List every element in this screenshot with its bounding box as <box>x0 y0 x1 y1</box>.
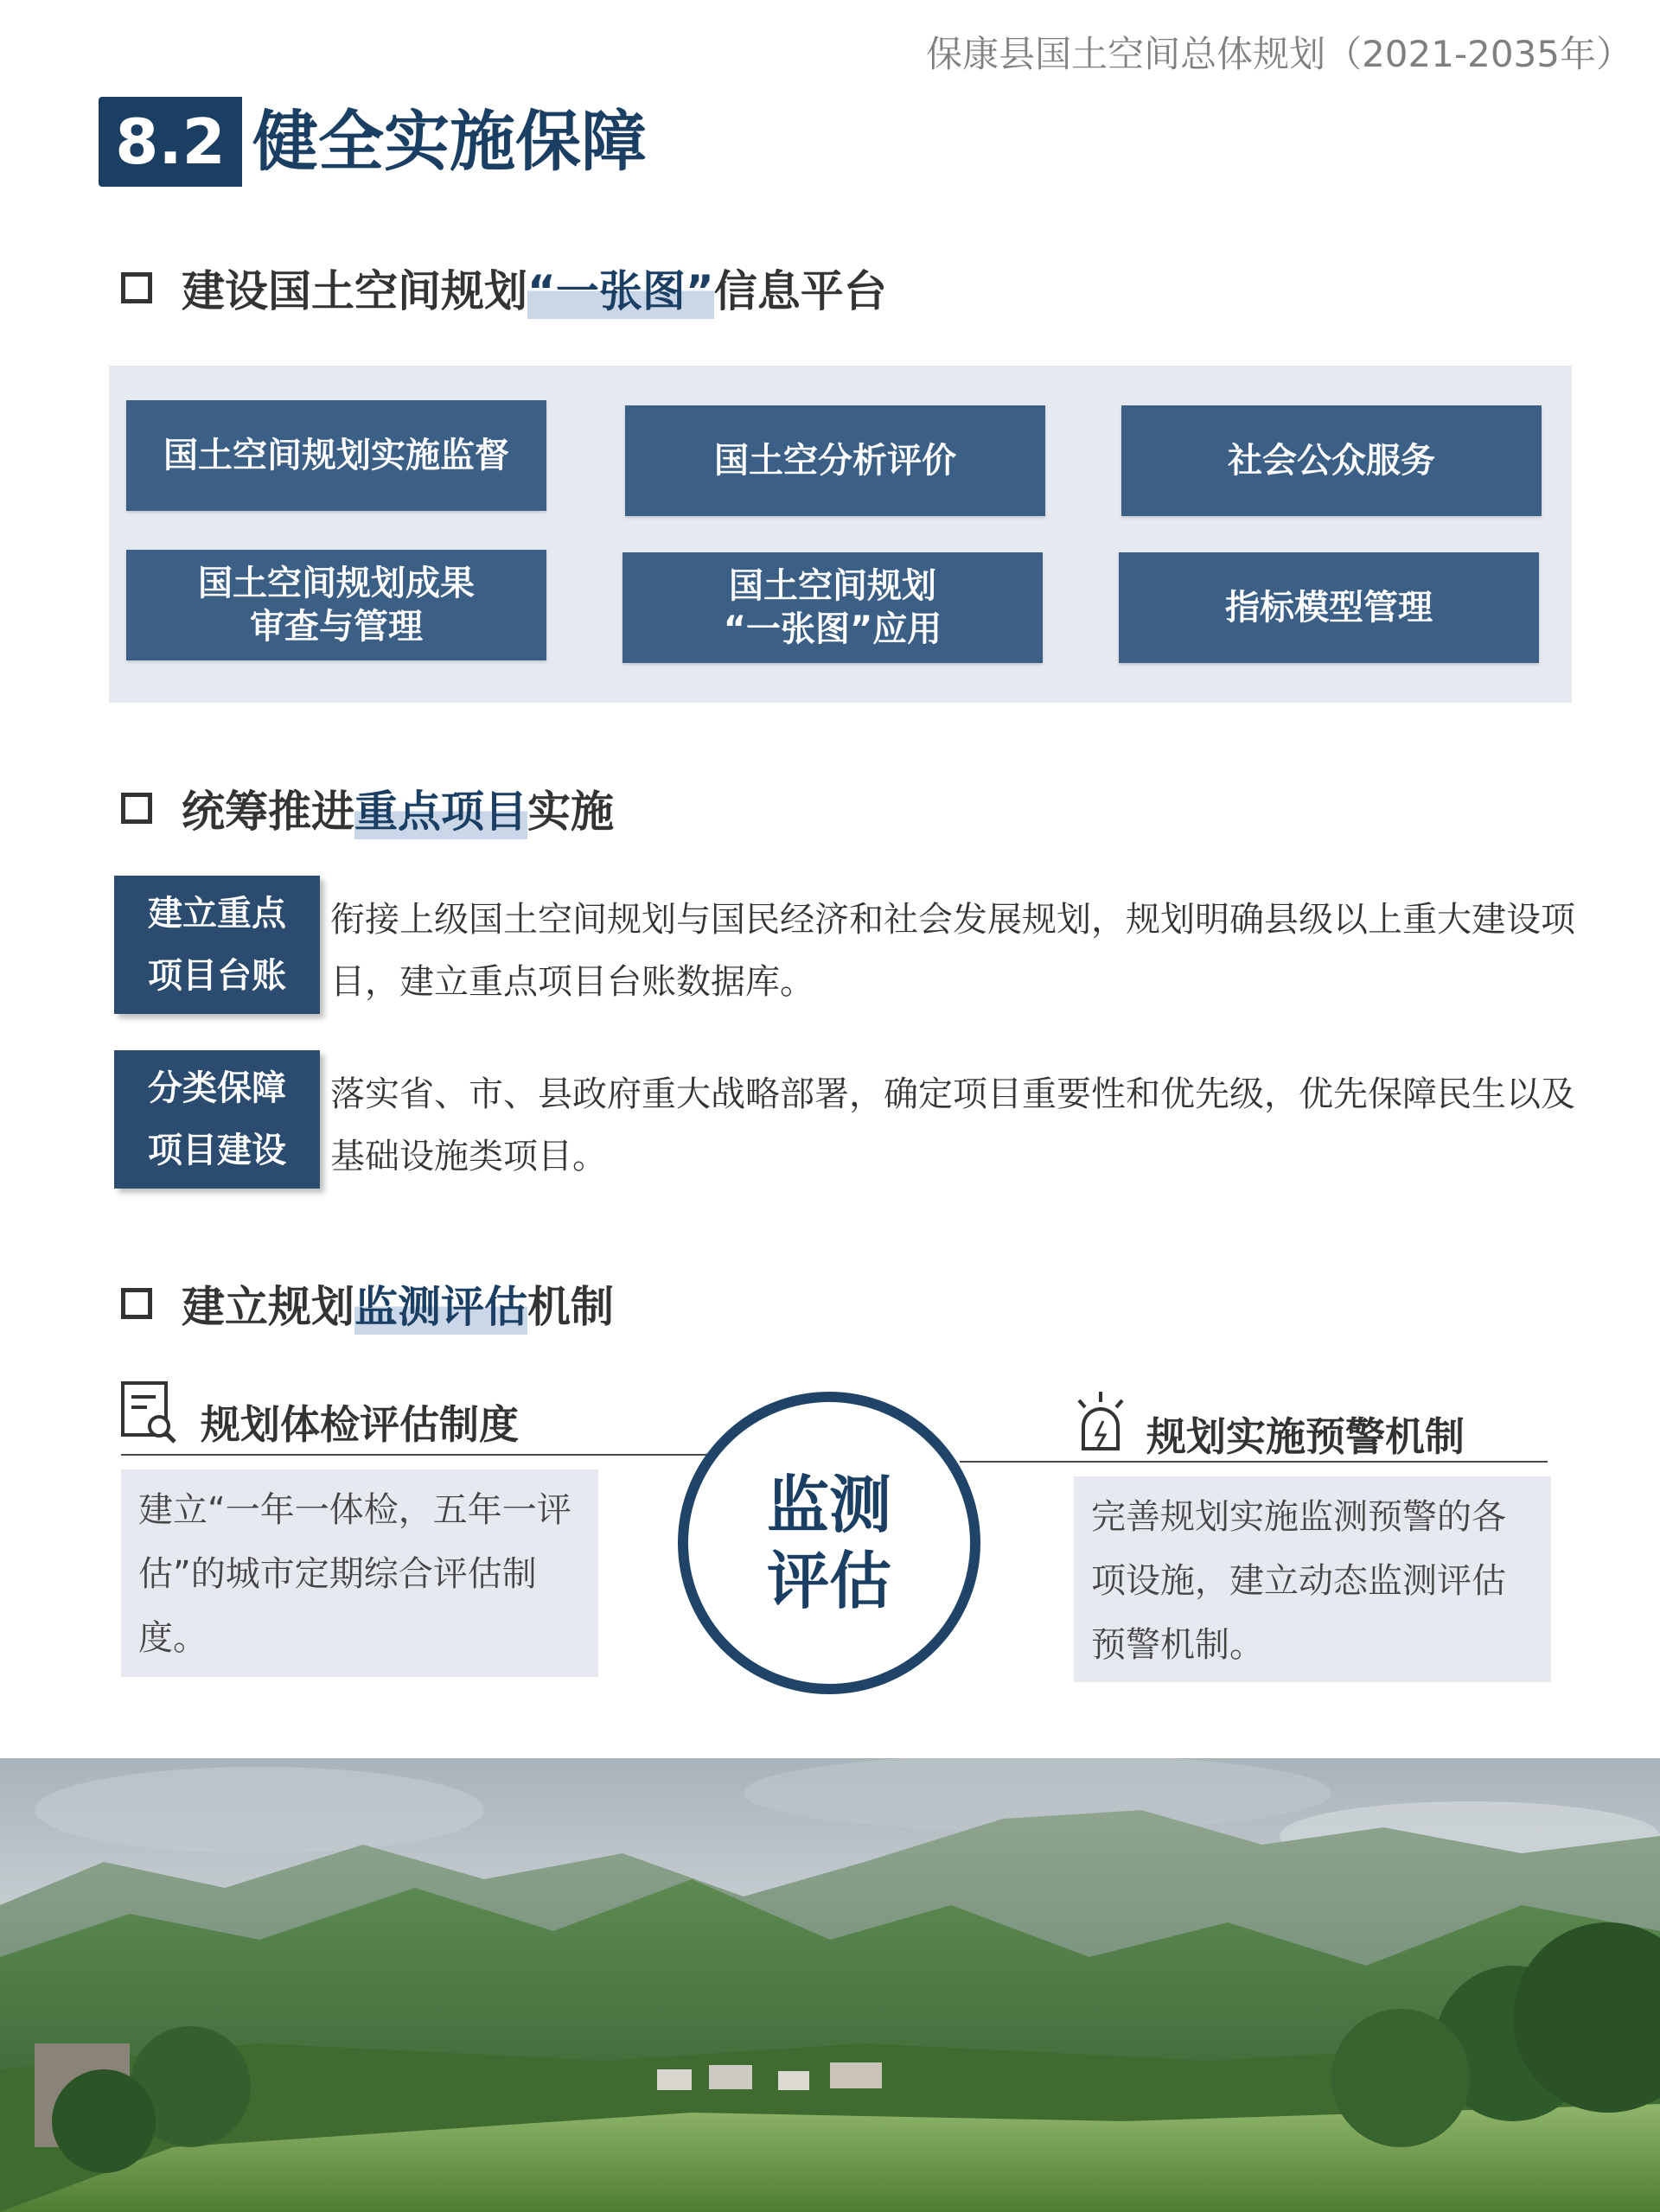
projects-heading-highlight: 重点项目 <box>354 777 527 839</box>
tag-project-construction: 分类保障 项目建设 <box>114 1050 320 1189</box>
project-ledger-text: 衔接上级国土空间规划与国民经济和社会发展规划，规划明确县级以上重大建设项目，建立重点项目台账数据库。 <box>330 900 1575 1002</box>
projects-heading: 统筹推进 重点项目 实施 <box>121 774 614 843</box>
landscape-photo <box>0 1758 1660 2212</box>
checkbox-square-icon <box>121 272 152 303</box>
document-search-icon <box>112 1374 182 1447</box>
tag-project-ledger: 建立重点 项目台账 <box>114 876 320 1014</box>
section-number-badge: 8.2 <box>99 97 242 187</box>
platform-heading-post: 信息平台 <box>713 266 887 316</box>
left-mechanism-text: 建立“一年一体检，五年一评估”的城市定期综合评估制度。 <box>121 1469 598 1677</box>
checkbox-square-icon <box>121 1288 152 1319</box>
left-mechanism-title: 规划体检评估制度 <box>201 1401 519 1448</box>
checkbox-square-icon <box>121 793 152 824</box>
circle-line1: 监测 <box>766 1469 891 1541</box>
document-title: 保康县国土空间总体规划（2021-2035年） <box>926 33 1632 75</box>
left-divider <box>121 1454 709 1456</box>
tile-indicator-model: 指标模型管理 <box>1119 552 1539 663</box>
platform-heading-highlight: “一张图” <box>527 257 714 319</box>
monitoring-heading-highlight: 监测评估 <box>354 1272 527 1335</box>
tile-spatial-analysis: 国土空分析评价 <box>625 405 1045 516</box>
project-construction-text: 落实省、市、县政府重大战略部署，确定项目重要性和优先级，优先保障民生以及基础设施类项目。 <box>330 1074 1575 1176</box>
monitoring-circle <box>678 1392 980 1694</box>
alarm-light-icon <box>1070 1386 1131 1456</box>
right-mechanism-text: 完善规划实施监测预警的各项设施，建立动态监测评估预警机制。 <box>1074 1476 1551 1682</box>
tile-results-review: 国土空间规划成果 审查与管理 <box>126 550 546 660</box>
platform-heading-pre: 建设国土空间规划 <box>182 266 527 316</box>
tile-one-map-application: 国土空间规划 “一张图”应用 <box>622 552 1043 663</box>
circle-line2: 评估 <box>766 1545 891 1617</box>
section-title: 健全实施保障 <box>252 103 647 180</box>
platform-heading <box>121 253 887 322</box>
right-divider <box>960 1461 1548 1463</box>
right-mechanism-title: 规划实施预警机制 <box>1146 1413 1465 1460</box>
monitoring-heading: 建立规划 监测评估 机制 <box>121 1269 614 1338</box>
tile-planning-supervision: 国土空间规划实施监督 <box>126 400 546 511</box>
tile-public-service: 社会公众服务 <box>1121 405 1542 516</box>
